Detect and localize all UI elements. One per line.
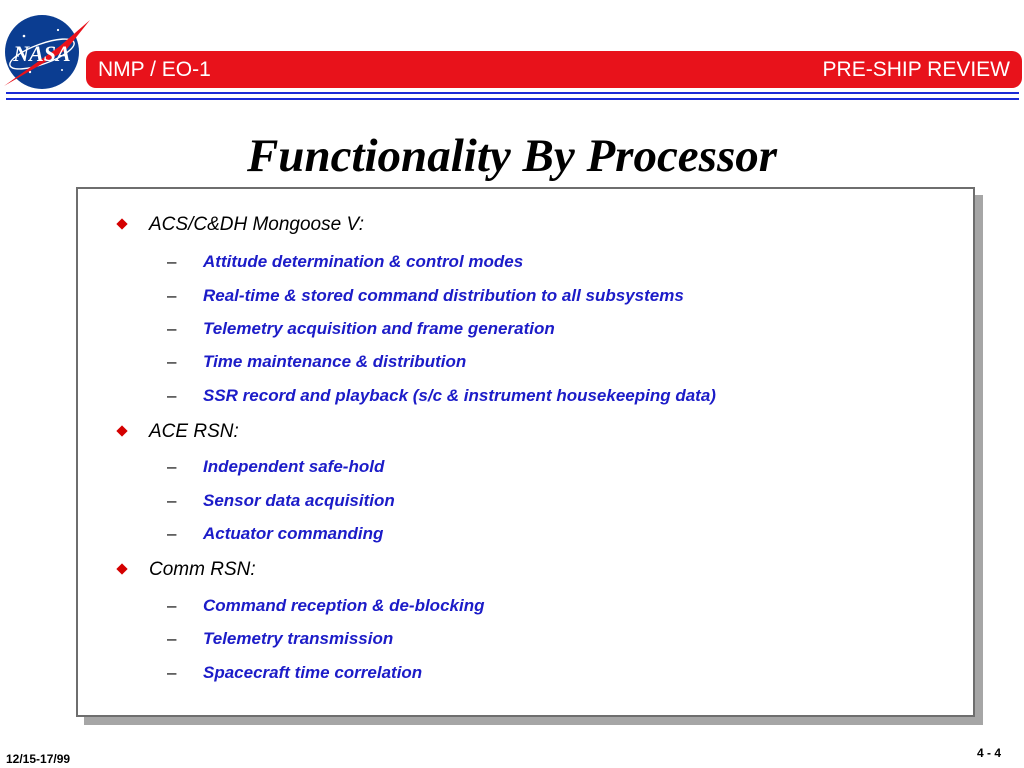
list-item: – Time maintenance & distribution (167, 352, 467, 371)
header-project-label: NMP / EO-1 (98, 58, 211, 81)
list-item: – Spacecraft time correlation (167, 663, 423, 682)
list-item: – Sensor data acquisition (167, 491, 395, 510)
diamond-bullet-icon (116, 563, 127, 574)
nasa-logo (0, 6, 92, 90)
list-item: – SSR record and playback (s/c & instrument housekeeping data) (167, 386, 716, 405)
section-heading-acs-cdh: ACS/C&DH Mongoose V: (118, 214, 364, 236)
list-item: – Attitude determination & control modes (167, 252, 524, 271)
section-heading-ace-rsn: ACE RSN: (118, 421, 239, 443)
header-bar (86, 51, 1022, 88)
list-item: – Independent safe-hold (167, 457, 385, 476)
slide-title: Functionality By Processor (246, 130, 778, 182)
list-item: – Actuator commanding (167, 524, 384, 543)
list-item: – Telemetry transmission (167, 629, 394, 648)
footer-page-number: 4 - 4 (977, 746, 1002, 760)
header-rule-top (6, 92, 1019, 94)
list-item: – Telemetry acquisition and frame generation (167, 319, 555, 338)
section-heading-comm-rsn: Comm RSN: (118, 559, 256, 581)
footer-date: 12/15-17/99 (6, 752, 71, 766)
nasa-logo-text: NASA (13, 41, 71, 66)
header-review-label: PRE-SHIP REVIEW (822, 58, 1010, 81)
list-item: – Command reception & de-blocking (167, 596, 485, 615)
diamond-bullet-icon (116, 218, 127, 229)
diamond-bullet-icon (116, 425, 127, 436)
header-rule-bottom (6, 98, 1019, 100)
list-item: – Real-time & stored command distribution to all subsystems (167, 286, 684, 305)
